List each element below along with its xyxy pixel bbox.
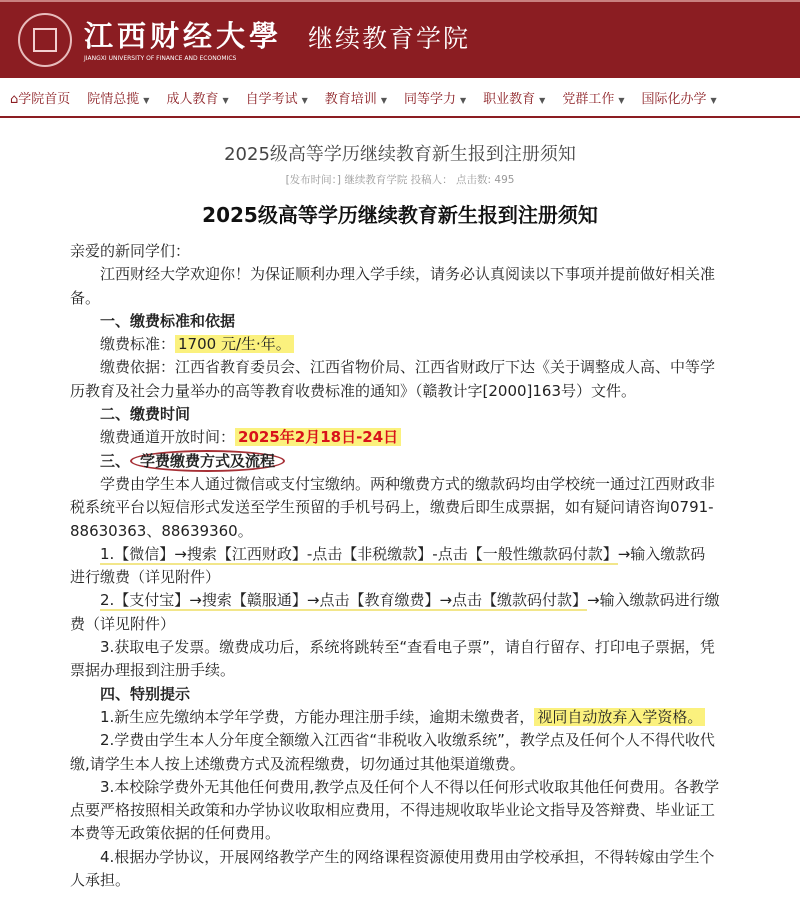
college-name: 继续教育学院 bbox=[308, 24, 471, 53]
note-1 bbox=[70, 706, 720, 729]
nav-label: 职业教育 bbox=[483, 91, 536, 107]
step-2-highlight: 2.【支付宝】→搜索【赣服通】→点击【教育缴费】→点击【缴款码付款】 bbox=[100, 591, 588, 610]
step-2 bbox=[70, 589, 720, 636]
section-2-heading: 二、缴费时间 bbox=[100, 405, 191, 424]
nav-label: 自学考试 bbox=[245, 91, 298, 107]
site-header bbox=[0, 0, 800, 78]
university-seal-logo[interactable] bbox=[18, 13, 72, 67]
article-meta: [发布时间：] 继续教育学院 投稿人： 点击数: 495 bbox=[285, 174, 515, 186]
step-2-rest: →输入缴款码进行缴费（详见附件） bbox=[70, 591, 720, 633]
nav-label: 院情总揽 bbox=[87, 91, 140, 107]
university-logo[interactable] bbox=[84, 19, 282, 62]
caret-down-icon: ▼ bbox=[710, 95, 717, 105]
intro: 江西财经大学欢迎你！为保证顺利办理入学手续，请务必认真阅读以下事项并提前做好相关准备。 bbox=[70, 265, 716, 307]
note-3: 3.本校除学费外无其他任何费用,教学点及任何个人不得以任何形式收取其他任何费用。各教学点要严格按照相关政策和办学协议收取相应费用，不得违规收取毕业论文指导及答辩费、毕业证工本费等无政策依据的任何费用。 bbox=[70, 777, 720, 843]
caret-down-icon: ▼ bbox=[380, 95, 387, 105]
note-2: 2.学费由学生本人分年度全额缴入江西省“非税收入收缴系统”，教学点及任何个人不得代收代缴,请学生本人按上述缴费方式及流程缴费，切勿通过其他渠道缴费。 bbox=[70, 731, 715, 773]
note-1-text: 1.新生应先缴纳本学年学费，方能办理注册手续，逾期未缴费者， bbox=[100, 707, 535, 726]
section-4-heading: 四、特别提示 bbox=[100, 684, 191, 703]
circled-heading: 学费缴费方式及流程 bbox=[130, 450, 285, 472]
step-1 bbox=[70, 543, 720, 590]
note-1-highlight: 视同自动放弃入学资格。 bbox=[534, 708, 705, 726]
note-4: 4.根据办学协议，开展网络教学产生的网络课程资源使用费用由学校承担，不得转嫁由学生个人承担。 bbox=[70, 847, 715, 890]
section-3-heading bbox=[70, 450, 720, 473]
caret-down-icon: ▼ bbox=[539, 95, 546, 105]
fee-label: 缴费标准： bbox=[100, 335, 176, 354]
caret-down-icon: ▼ bbox=[301, 95, 308, 105]
nav-label: 党群工作 bbox=[562, 91, 615, 107]
nav-label: 成人教育 bbox=[166, 91, 219, 107]
time-label: 缴费通道开放时间： bbox=[100, 428, 236, 447]
nav-home[interactable] bbox=[10, 88, 70, 107]
section-number: 三、 bbox=[100, 451, 131, 470]
fee-standard bbox=[70, 333, 720, 356]
step-1-rest: →输入缴款码进行缴费（详见附件） bbox=[70, 544, 706, 587]
nav-party-work[interactable] bbox=[562, 88, 624, 107]
caret-down-icon: ▼ bbox=[618, 95, 625, 105]
main-nav bbox=[0, 78, 800, 118]
caret-down-icon: ▼ bbox=[459, 95, 467, 105]
payment-time bbox=[70, 426, 720, 449]
caret-down-icon: ▼ bbox=[143, 95, 150, 105]
nav-label: 国际化办学 bbox=[641, 91, 707, 107]
fee-value: 1700 元/生·年。 bbox=[175, 335, 294, 353]
fee-basis: 缴费依据：江西省教育委员会、江西省物价局、江西省财政厅下达《关于调整成人高、中等学历教育及社会力量举办的高等教育收费标准的通知》（赣教计字[2000]163号）文件。 bbox=[70, 358, 716, 400]
university-name-en: JIANGXI UNIVERSITY OF FINANCE AND ECONOMICS bbox=[84, 54, 237, 62]
section-1-heading: 一、缴费标准和依据 bbox=[100, 311, 236, 330]
article-heading: 2025级高等学历继续教育新生报到注册须知 bbox=[202, 203, 598, 227]
nav-overview[interactable] bbox=[87, 88, 149, 107]
nav-label: 学院首页 bbox=[18, 91, 71, 107]
nav-label: 同等学力 bbox=[403, 91, 456, 107]
article-body bbox=[70, 240, 720, 892]
nav-equivalent-degree[interactable] bbox=[404, 88, 466, 107]
greeting: 亲爱的新同学们： bbox=[70, 242, 191, 260]
step-3: 3.获取电子发票。缴费成功后，系统将跳转至“查看电子票”，请自行留存、打印电子票据，凭票据办理报到注册手续。 bbox=[70, 638, 715, 680]
article-title: 2025级高等学历继续教育新生报到注册须知 bbox=[224, 144, 576, 165]
nav-self-study-exam[interactable] bbox=[246, 88, 308, 107]
payment-method: 学费由学生本人通过微信或支付宝缴纳。两种缴费方式的缴款码均由学校统一通过江西财政非税系统平台以短信形式发送至学生预留的手机号码上，缴费后即生成票据，如有疑问请咨询0791-88630363、88639360。 bbox=[70, 474, 716, 540]
time-value: 2025年2月18日-24日 bbox=[235, 428, 401, 446]
nav-vocational[interactable] bbox=[483, 88, 545, 107]
step-1-highlight: 1.【微信】→搜索【江西财政】-点击【非税缴款】-点击【一般性缴款码付款】 bbox=[100, 544, 618, 563]
nav-adult-education[interactable] bbox=[166, 88, 228, 107]
nav-training[interactable] bbox=[325, 88, 387, 107]
university-name-cn: 江西财经大學 bbox=[84, 18, 283, 53]
home-icon: ⌂ bbox=[10, 91, 19, 107]
nav-international[interactable] bbox=[641, 88, 716, 107]
nav-label: 教育培训 bbox=[324, 91, 377, 107]
caret-down-icon: ▼ bbox=[222, 95, 229, 105]
